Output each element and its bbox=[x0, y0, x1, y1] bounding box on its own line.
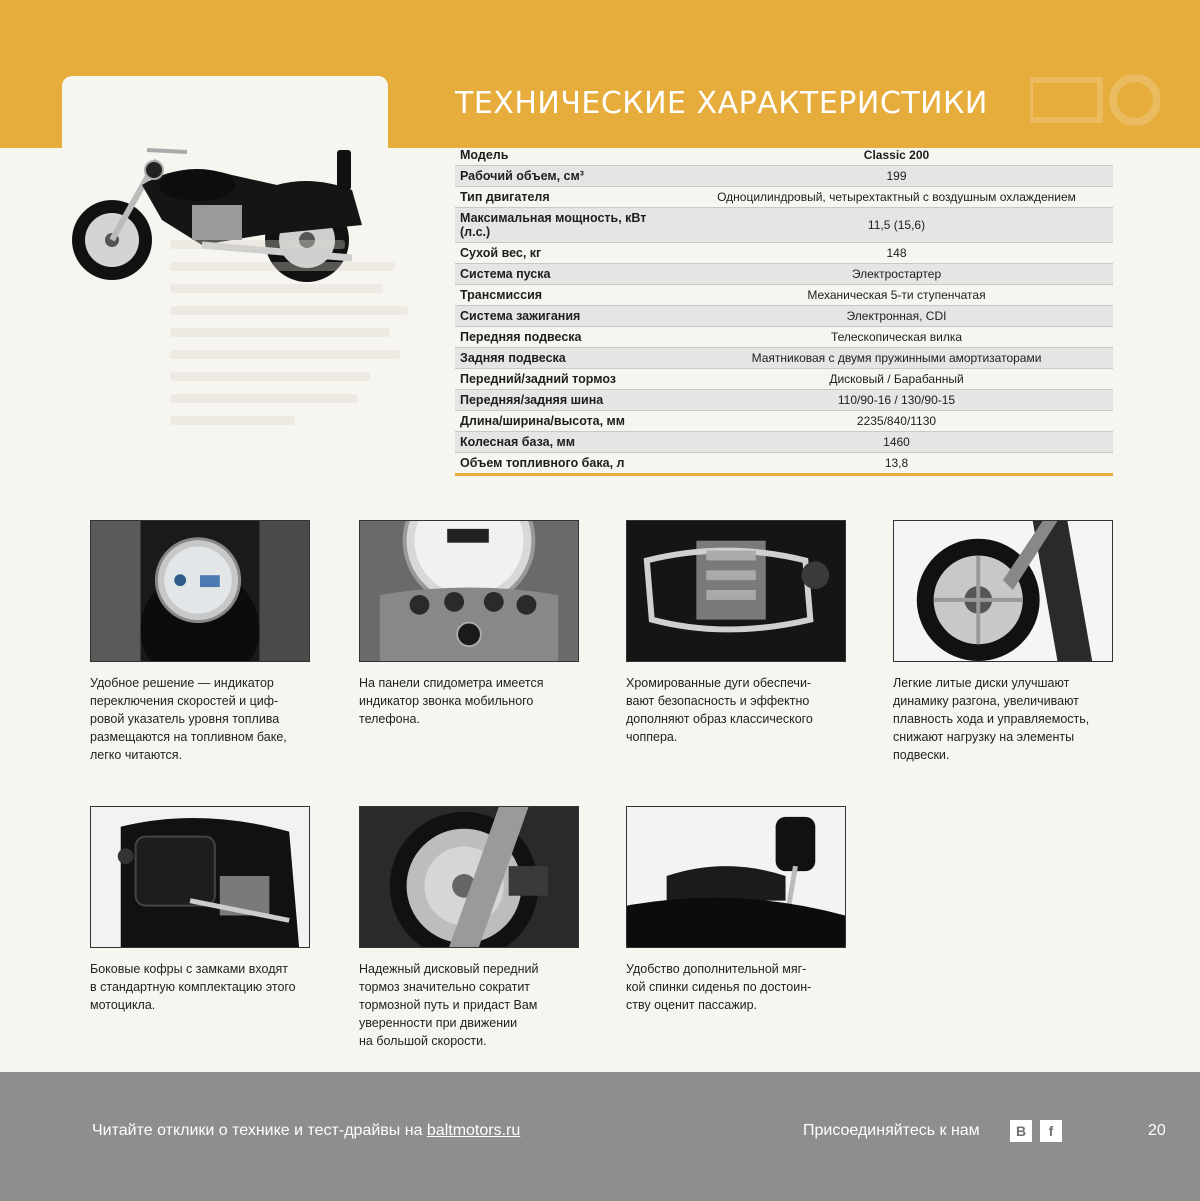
faint-logo-graphic bbox=[1030, 70, 1160, 130]
spec-value: Электронная, CDI bbox=[846, 309, 947, 323]
engine-guard-photo bbox=[626, 520, 846, 662]
spec-row bbox=[455, 327, 1113, 348]
facebook-icon[interactable]: f bbox=[1040, 1120, 1062, 1142]
side-cases-photo bbox=[90, 806, 310, 948]
spec-value: 199 bbox=[886, 169, 907, 183]
spec-value: 2235/840/1130 bbox=[856, 414, 937, 428]
spec-value: Дисковый / Барабанный bbox=[829, 372, 964, 386]
spec-label: Передний/задний тормоз bbox=[460, 372, 617, 386]
spec-row bbox=[455, 369, 1113, 390]
page-title: ТЕХНИЧЕСКИЕ ХАРАКТЕРИСТИКИ bbox=[455, 86, 988, 121]
spec-row bbox=[455, 348, 1113, 369]
footer-left-text bbox=[92, 1122, 520, 1140]
feature-side-cases bbox=[90, 806, 320, 1014]
spec-row bbox=[455, 390, 1113, 411]
spec-row bbox=[455, 208, 1113, 243]
spec-label: Система пуска bbox=[460, 267, 551, 281]
spec-value: 1460 bbox=[883, 435, 910, 449]
feature-fuel-indicator bbox=[90, 520, 320, 764]
feature-backrest bbox=[626, 806, 856, 1014]
fuel-indicator-photo bbox=[90, 520, 310, 662]
spec-row bbox=[455, 166, 1113, 187]
spec-table bbox=[455, 145, 1113, 476]
feature-caption: Боковые кофры с замками входят в стандартную комплектацию этого мотоцикла. bbox=[90, 962, 296, 1012]
spec-value: Электростартер bbox=[851, 267, 942, 281]
spec-value: Маятниковая с двумя пружинными амортизаторами bbox=[751, 351, 1042, 365]
spec-label: Объем топливного бака, л bbox=[460, 456, 625, 470]
feature-alloy-wheels bbox=[893, 520, 1123, 764]
feature-caption: Удобство дополнительной мяг- кой спинки сиденья по достоин- ству оценит пассажир. bbox=[626, 962, 812, 1012]
speedometer-photo bbox=[359, 520, 579, 662]
page-number: 20 bbox=[1148, 1122, 1166, 1139]
disc-brake-photo bbox=[359, 806, 579, 948]
footer-left-label: Читайте отклики о технике и тест-драйвы на bbox=[92, 1122, 427, 1139]
feature-phone-indicator bbox=[359, 520, 589, 728]
spec-row bbox=[455, 187, 1113, 208]
spec-label: Максимальная мощность, кВт (л.с.) bbox=[460, 211, 647, 239]
backrest-photo bbox=[626, 806, 846, 948]
spec-label: Задняя подвеска bbox=[460, 351, 566, 365]
spec-value: Телескопическая вилка bbox=[830, 330, 963, 344]
spec-label: Передняя подвеска bbox=[460, 330, 582, 344]
spec-row bbox=[455, 285, 1113, 306]
spec-row bbox=[455, 411, 1113, 432]
spec-value: 11,5 (15,6) bbox=[867, 218, 926, 232]
spec-row bbox=[455, 264, 1113, 285]
spec-label: Длина/ширина/высота, мм bbox=[460, 414, 626, 428]
spec-label: Передняя/задняя шина bbox=[460, 393, 604, 407]
feature-caption: Удобное решение — индикатор переключения скоростей и циф- ровой указатель уровня топлива размещаются на топливном баке, легко читаются. bbox=[90, 676, 287, 762]
website-link[interactable]: baltmotors.ru bbox=[426, 1122, 521, 1139]
spec-value: Одноцилиндровый, четырехтактный с воздушным охлаждением bbox=[717, 190, 1076, 204]
bleed-through-text bbox=[170, 240, 420, 500]
spec-label: Тип двигателя bbox=[460, 190, 550, 204]
feature-caption: Хромированные дуги обеспечи- вают безопасность и эффектно дополняют образ классического чоппера. bbox=[626, 676, 813, 744]
spec-row bbox=[455, 243, 1113, 264]
spec-value: 148 bbox=[886, 246, 907, 260]
alloy-wheel-photo bbox=[893, 520, 1113, 662]
feature-caption: Легкие литые диски улучшают динамику разгона, увеличивают плавность хода и управляемость, снижают нагрузку на элементы подвески. bbox=[893, 676, 1090, 762]
spec-header-row bbox=[455, 145, 1113, 166]
spec-value: 13,8 bbox=[884, 456, 909, 470]
footer-join-text: Присоединяйтесь к нам bbox=[803, 1122, 980, 1139]
feature-caption: На панели спидометра имеется индикатор звонка мобильного телефона. bbox=[359, 676, 544, 726]
spec-row bbox=[455, 432, 1113, 453]
spec-label: Колесная база, мм bbox=[460, 435, 576, 449]
spec-header-label: Модель bbox=[460, 148, 509, 162]
feature-disc-brake bbox=[359, 806, 589, 1050]
vk-icon[interactable]: B bbox=[1010, 1120, 1032, 1142]
spec-row bbox=[455, 453, 1113, 475]
spec-label: Рабочий объем, см³ bbox=[460, 169, 584, 183]
spec-header-model: Classic 200 bbox=[863, 148, 930, 162]
spec-value: Механическая 5-ти ступенчатая bbox=[807, 288, 986, 302]
spec-label: Трансмиссия bbox=[460, 288, 543, 302]
spec-label: Система зажигания bbox=[460, 309, 581, 323]
feature-caption: Надежный дисковый передний тормоз значительно сократит тормозной путь и придаст Вам уверенности при движении на большой скорости. bbox=[359, 962, 539, 1048]
spec-value: 110/90-16 / 130/90-15 bbox=[837, 393, 956, 407]
spec-row bbox=[455, 306, 1113, 327]
spec-label: Сухой вес, кг bbox=[460, 246, 542, 260]
feature-chrome-bars bbox=[626, 520, 856, 746]
